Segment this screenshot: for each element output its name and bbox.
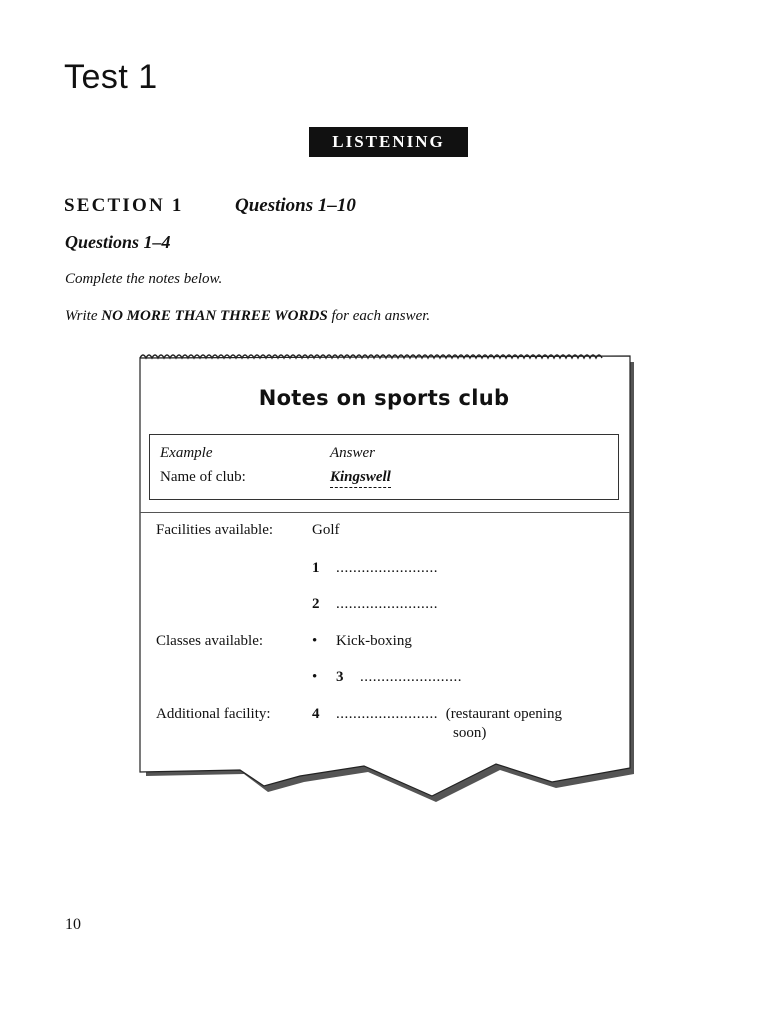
section-heading [64, 195, 356, 217]
facilities-label: Facilities available: [156, 522, 274, 538]
instruction-bold: NO MORE THAN THREE WORDS [101, 308, 328, 324]
additional-facility-label: Additional facility: [156, 706, 271, 722]
torn-paper-frame [136, 350, 636, 805]
question-4-note-continued: soon) [453, 725, 487, 741]
notes-card [136, 350, 636, 805]
instruction-word-limit [65, 308, 430, 325]
question-number: 4 [312, 706, 320, 722]
section-questions: Questions 1–10 [235, 195, 356, 216]
question-number: 3 [336, 669, 344, 685]
question-number: 2 [312, 596, 320, 612]
instruction-pre: Write [65, 308, 98, 324]
questions-subheading: Questions 1–4 [65, 232, 171, 252]
answer-blank[interactable]: ........................ [336, 706, 438, 722]
notes-divider [140, 512, 630, 513]
answer-blank[interactable]: ........................ [360, 669, 462, 685]
answer-blank[interactable]: ........................ [336, 560, 438, 576]
answer-label: Answer [330, 445, 375, 461]
classes-label: Classes available: [156, 633, 264, 649]
answer-blank[interactable]: ........................ [336, 596, 438, 612]
question-3 [312, 669, 462, 686]
example-name-label: Name of club: [160, 469, 246, 485]
question-4 [312, 706, 562, 723]
example-label: Example [160, 445, 213, 461]
test-title: Test 1 [64, 58, 158, 96]
bullet: • [312, 633, 318, 649]
class-name: Kick-boxing [336, 633, 412, 649]
section-label: SECTION 1 [64, 195, 184, 216]
listening-banner: LISTENING [309, 127, 468, 157]
example-answer: Kingswell [330, 469, 391, 488]
question-1 [312, 560, 438, 577]
page-number: 10 [65, 916, 81, 933]
question-number: 1 [312, 560, 320, 576]
bullet: • [312, 669, 318, 685]
notes-title: Notes on sports club [258, 386, 510, 410]
instruction-complete: Complete the notes below. [65, 271, 223, 287]
example-box [149, 434, 619, 500]
question-2 [312, 596, 438, 613]
facility-golf: Golf [312, 522, 340, 538]
question-4-note: (restaurant opening [445, 706, 562, 722]
class-kick-boxing [312, 633, 412, 650]
instruction-post: for each answer. [331, 308, 431, 324]
